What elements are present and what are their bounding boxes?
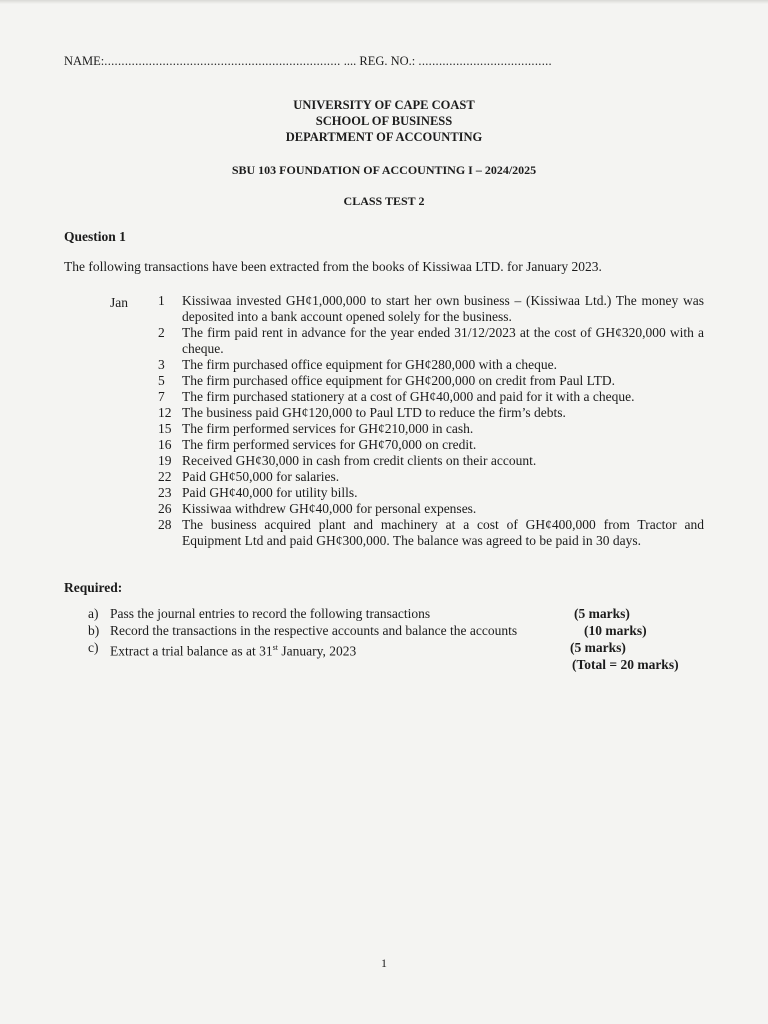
required-item (88, 639, 708, 659)
test-title: CLASS TEST 2 (343, 194, 425, 208)
required-marks: (5 marks) (574, 606, 630, 621)
transaction-text: Kissiwaa invested GH¢1,000,000 to start her own business – (Kissiwaa Ltd.) The money was deposited into a bank account opened solely for the business. (182, 293, 704, 324)
transaction-day: 2 (158, 325, 165, 340)
transaction-text: Paid GH¢50,000 for salaries. (182, 469, 340, 484)
department-title: DEPARTMENT OF ACCOUNTING (285, 130, 483, 144)
required-text-part: January, 2023 (278, 643, 357, 659)
university-title: UNIVERSITY OF CAPE COAST (293, 98, 475, 112)
transaction-text: Kissiwaa withdrew GH¢40,000 for personal expenses. (182, 501, 477, 516)
transaction-item (158, 325, 704, 357)
name-blank: ..................................................................... (104, 54, 341, 68)
total-marks: (Total = 20 marks) (572, 657, 679, 672)
required-marks: (10 marks) (584, 623, 647, 638)
reg-label: REG. NO.: (359, 54, 416, 68)
transaction-item (158, 437, 704, 453)
name-reg-line (64, 54, 680, 69)
transaction-text: The firm purchased stationery at a cost of GH¢40,000 and paid for it with a cheque. (182, 389, 635, 404)
required-marks: (5 marks) (570, 640, 626, 655)
transaction-day: 1 (158, 293, 165, 308)
required-item (88, 622, 708, 639)
required-letter: b) (88, 623, 100, 638)
transaction-text: Paid GH¢40,000 for utility bills. (182, 485, 358, 500)
transaction-text: The business paid GH¢120,000 to Paul LTD to reduce the firm’s debts. (182, 405, 566, 420)
transaction-text: The firm purchased office equipment for GH¢280,000 with a cheque. (182, 357, 558, 372)
required-label: Required: (64, 580, 123, 595)
name-label: NAME: (64, 54, 105, 68)
reg-prefix-dots: .... (343, 54, 357, 68)
transaction-item (158, 389, 704, 405)
transaction-day: 22 (158, 469, 172, 484)
course-title: SBU 103 FOUNDATION OF ACCOUNTING I – 2024/2025 (231, 163, 537, 177)
transaction-item (158, 485, 704, 501)
transaction-item (158, 501, 704, 517)
transaction-text: The firm performed services for GH¢70,000 on credit. (182, 437, 477, 452)
transaction-item (158, 373, 704, 389)
transaction-text: Received GH¢30,000 in cash from credit clients on their account. (182, 453, 537, 468)
school-title: SCHOOL OF BUSINESS (315, 114, 453, 128)
transaction-text: The firm paid rent in advance for the year ended 31/12/2023 at the cost of GH¢320,000 with a cheque. (182, 325, 704, 356)
transaction-item (158, 453, 704, 469)
page-top-edge (0, 0, 768, 4)
transaction-day: 23 (158, 485, 172, 500)
required-text (110, 639, 356, 660)
transaction-item (158, 405, 704, 421)
month-label: Jan (110, 295, 128, 310)
required-list (88, 605, 708, 659)
transaction-item (158, 293, 704, 325)
transaction-day: 3 (158, 357, 165, 372)
required-text: Pass the journal entries to record the following transactions (110, 606, 431, 621)
transaction-day: 5 (158, 373, 165, 388)
transaction-text: The firm performed services for GH¢210,000 in cash. (182, 421, 474, 436)
transaction-day: 15 (158, 421, 172, 436)
transaction-text: The firm purchased office equipment for GH¢200,000 on credit from Paul LTD. (182, 373, 616, 388)
transaction-item (158, 517, 704, 549)
transaction-day: 28 (158, 517, 172, 532)
reg-blank: ....................................... (418, 54, 552, 68)
required-text: Record the transactions in the respective accounts and balance the accounts (110, 623, 518, 638)
required-item (88, 605, 708, 622)
transaction-day: 19 (158, 453, 172, 468)
transaction-day: 7 (158, 389, 165, 404)
transaction-day: 16 (158, 437, 172, 452)
question-intro: The following transactions have been extracted from the books of Kissiwaa LTD. for January 2023. (64, 259, 602, 274)
transaction-text: The business acquired plant and machinery at a cost of GH¢400,000 from Tractor and Equipment Ltd and paid GH¢300,000. The balance was agreed to be paid in 30 days. (182, 517, 704, 548)
required-letter: a) (88, 606, 99, 621)
transaction-day: 12 (158, 405, 172, 420)
ordinal-suffix: st (272, 643, 279, 652)
transaction-list (158, 293, 704, 549)
transaction-item (158, 421, 704, 437)
transaction-day: 26 (158, 501, 172, 516)
question-label: Question 1 (64, 229, 126, 244)
transaction-item (158, 469, 704, 485)
required-text-part: Extract a trial balance as at 31 (110, 643, 273, 659)
transaction-item (158, 357, 704, 373)
required-letter: c) (88, 640, 99, 655)
page-number: 1 (381, 956, 387, 970)
